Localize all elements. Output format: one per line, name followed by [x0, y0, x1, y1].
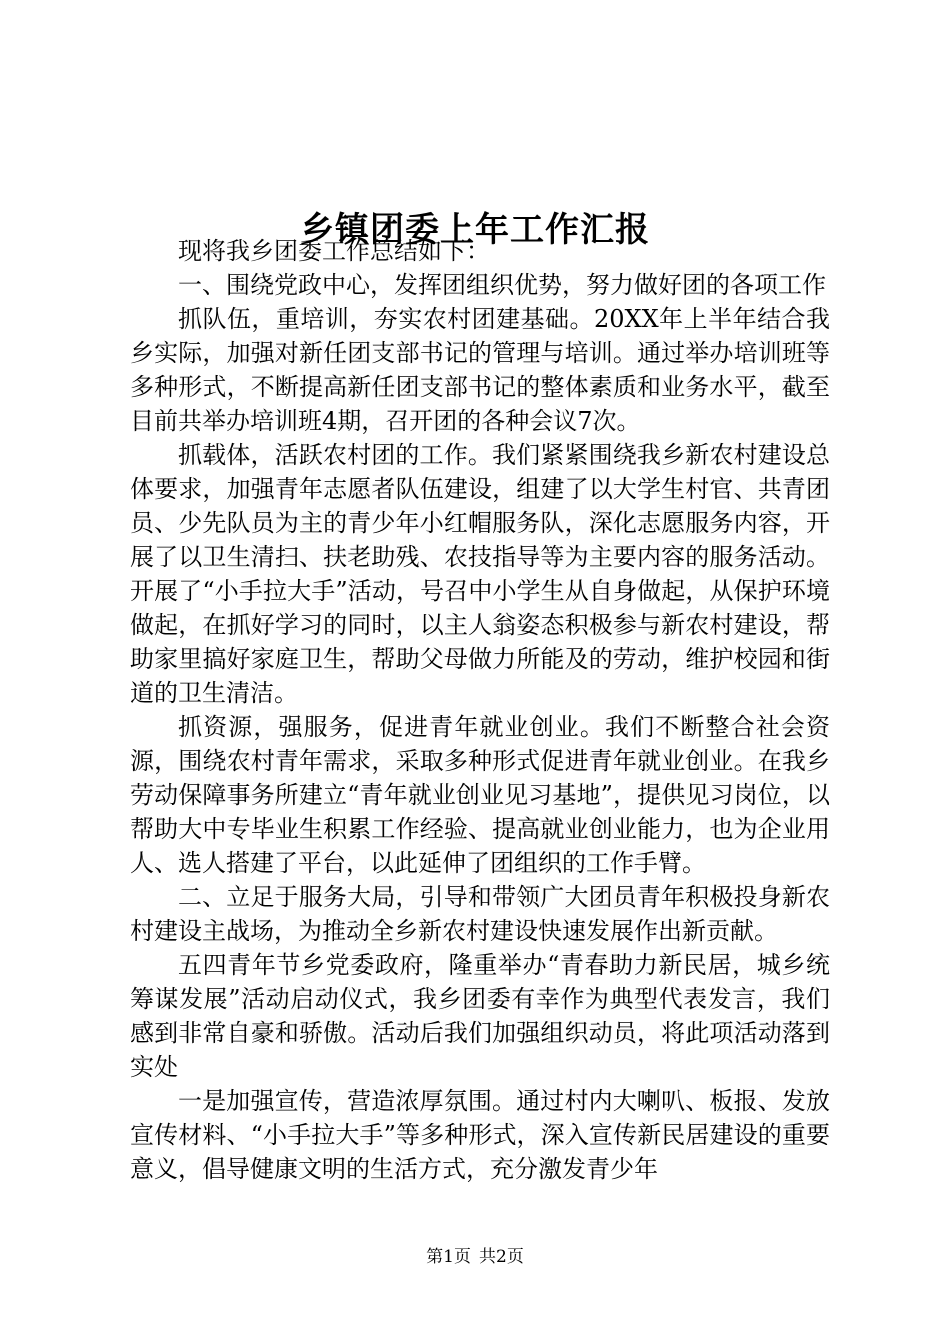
paragraph-activities: 抓载体，活跃农村团的工作。我们紧紧围绕我乡新农村建设总体要求，加强青年志愿者队伍建设，组建了以大学生村官、共青团员、少先队员为主的青少年小红帽服务队，深化志愿服务内容，开展了以卫生清扫、扶老助残、农技指导等为主要内容的服务活动。开展了“小手拉大手”活动，号召中小学生从自身做起，从保护环境做起，在抓好学习的同时，以主人翁姿态积极参与新农村建设，帮助家里搞好家庭卫生，帮助父母做力所能及的劳动，维护校园和街道的卫生清洁。 [130, 441, 830, 707]
paragraph-publicity: 一是加强宣传，营造浓厚氛围。通过村内大喇叭、板报、发放宣传材料、“小手拉大手”等多种形式，深入宣传新民居建设的重要意义，倡导健康文明的生活方式，充分激发青少年 [130, 1087, 830, 1183]
document-title: 乡镇团委上年工作汇报 [300, 209, 650, 250]
section-heading-1: 一、围绕党政中心，发挥团组织优势，努力做好团的各项工作 [178, 271, 826, 299]
page-footer [0, 1246, 950, 1268]
paragraph-employment: 抓资源，强服务，促进青年就业创业。我们不断整合社会资源，围绕农村青年需求，采取多种形式促进青年就业创业。在我乡劳动保障事务所建立“青年就业创业见习基地”，提供见习岗位，以帮助大中专毕业生积累工作经验、提高就业创业能力，也为企业用人、选人搭建了平台，以此延伸了团组织的工作手臂。 [130, 713, 830, 877]
page-number: 第1页 [426, 1247, 471, 1267]
paragraph-youth-day: 五四青年节乡党委政府，隆重举办“青春助力新民居，城乡统筹谋发展”活动启动仪式，我乡团委有幸作为典型代表发言，我们感到非常自豪和骄傲。活动后我们加强组织动员，将此项活动落到实处 [130, 951, 830, 1081]
section-heading-2: 二、立足于服务大局，引导和带领广大团员青年积极投身新农村建设主战场，为推动全乡新农村建设快速发展作出新贡献。 [130, 883, 830, 945]
document-body [130, 234, 830, 1186]
paragraph-intro: 现将我乡团委工作总结如下： [178, 237, 490, 265]
page-total: 共2页 [479, 1247, 524, 1267]
paragraph-training: 抓队伍，重培训，夯实农村团建基础。20XX年上半年结合我乡实际，加强对新任团支部书记的管理与培训。通过举办培训班等多种形式，不断提高新任团支部书记的整体素质和业务水平，截至目前共举办培训班4期，召开团的各种会议7次。 [130, 305, 830, 435]
